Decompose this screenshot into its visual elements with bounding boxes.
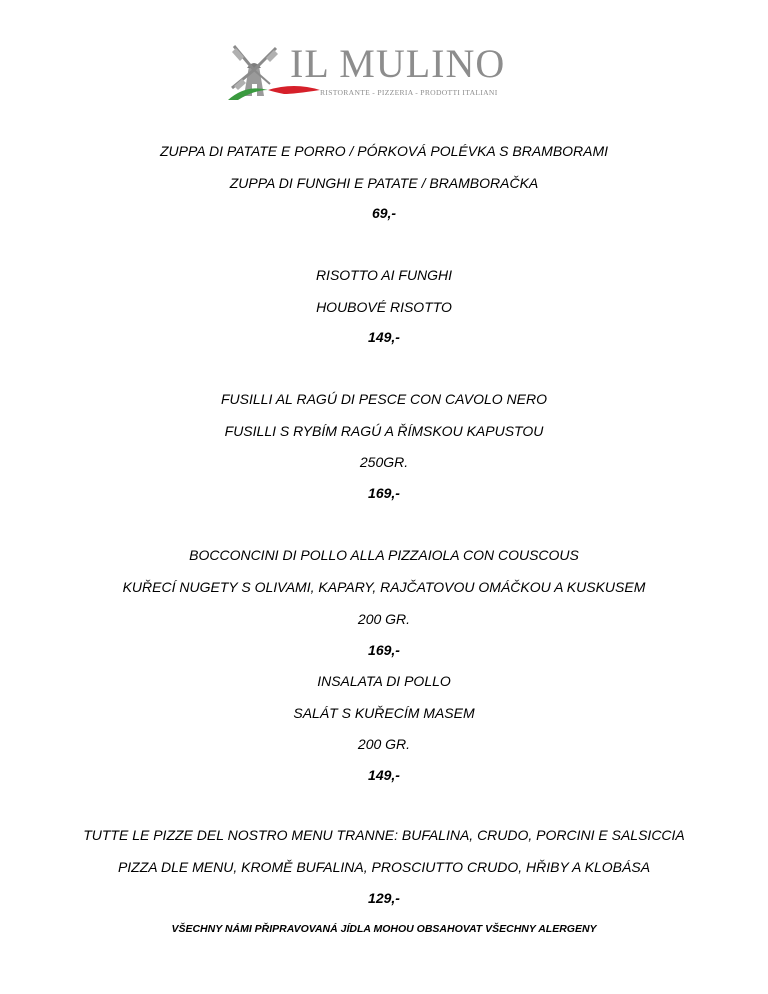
bocconcini-weight: 200 GR. <box>357 611 411 627</box>
allergen-note: VŠECHNY NÁMI PŘIPRAVOVANÁ JÍDLA MOHOU OBSAHOVAT VŠECHNY ALERGENY <box>171 923 597 935</box>
insalata-price: 149,- <box>368 767 400 783</box>
fusilli-name-it: FUSILLI AL RAGÚ DI PESCE CON CAVOLO NERO <box>221 391 547 407</box>
logo-tagline: RISTORANTE - PIZZERIA - PRODOTTI ITALIANI <box>320 88 498 97</box>
risotto-name-cz: HOUBOVÉ RISOTTO <box>316 299 452 315</box>
fusilli-price: 169,- <box>368 485 400 501</box>
pizza-name-it: TUTTE LE PIZZE DEL NOSTRO MENU TRANNE: BUFALINA, CRUDO, PORCINI E SALSICCIA <box>83 827 685 843</box>
bocconcini-name-cz: KUŘECÍ NUGETY S OLIVAMI, KAPARY, RAJČATOVOU OMÁČKOU A KUSKUSEM <box>122 579 646 595</box>
pizza-name-cz: PIZZA DLE MENU, KROMĚ BUFALINA, PROSCIUTTO CRUDO, HŘIBY A KLOBÁSA <box>117 859 651 875</box>
soup-name-1: ZUPPA DI PATATE E PORRO / PÓRKOVÁ POLÉVKA S BRAMBORAMI <box>159 143 609 159</box>
soup-price: 69,- <box>371 205 397 221</box>
insalata-weight: 200 GR. <box>357 736 411 752</box>
insalata-name-cz: SALÁT S KUŘECÍM MASEM <box>293 705 475 721</box>
insalata-name-it: INSALATA DI POLLO <box>317 673 451 689</box>
restaurant-logo <box>224 40 534 104</box>
bocconcini-price: 169,- <box>368 642 400 658</box>
bocconcini-name-it: BOCCONCINI DI POLLO ALLA PIZZAIOLA CON COUSCOUS <box>189 547 579 563</box>
fusilli-weight: 250GR. <box>359 454 409 470</box>
logo-title: IL MULINO <box>290 41 506 86</box>
risotto-price: 149,- <box>368 329 400 345</box>
pizza-price: 129,- <box>368 890 400 906</box>
fusilli-name-cz: FUSILLI S RYBÍM RAGÚ A ŘÍMSKOU KAPUSTOU <box>224 423 544 439</box>
soup-name-2: ZUPPA DI FUNGHI E PATATE / BRAMBORAČKA <box>229 175 539 191</box>
risotto-name-it: RISOTTO AI FUNGHI <box>315 267 453 283</box>
